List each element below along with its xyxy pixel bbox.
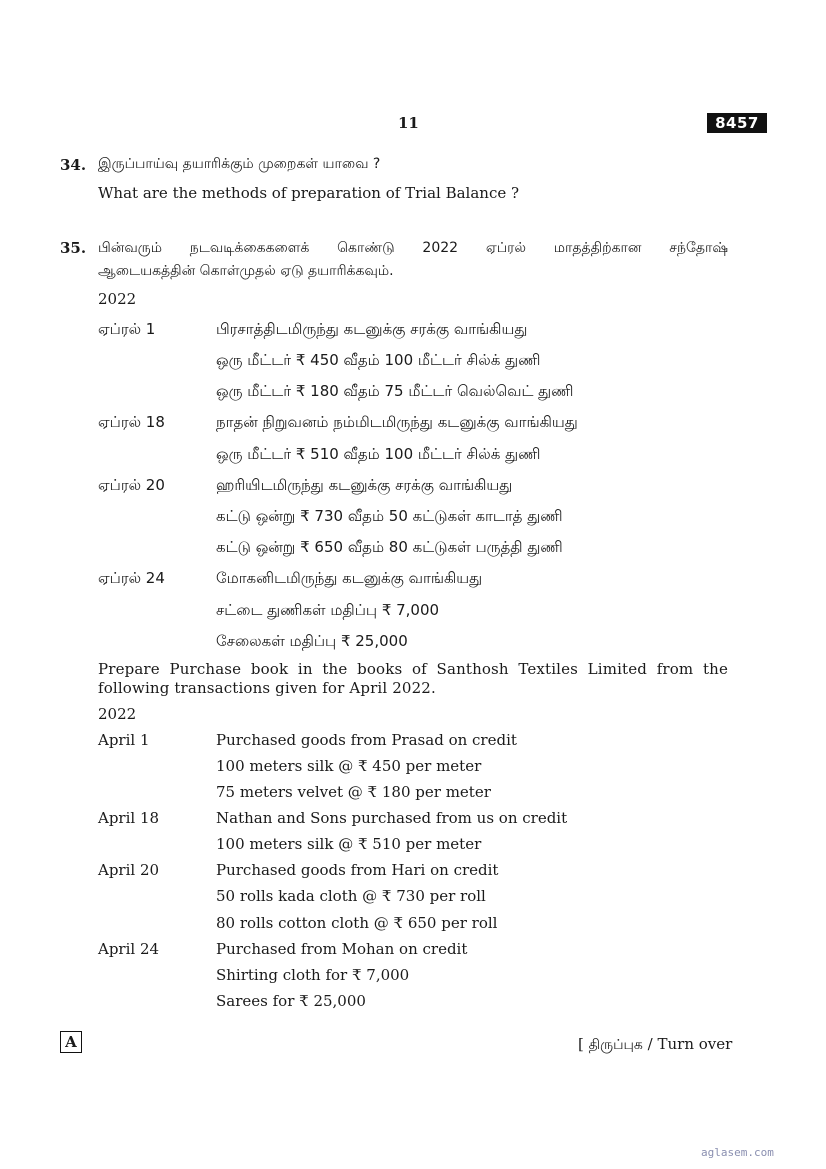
english-entry-line: 75 meters velvet @ ₹ 180 per meter: [216, 783, 491, 801]
tamil-entry-line: ஒரு மீட்டர் ₹ 450 வீதம் 100 மீட்டர் சில்க் துணி: [216, 351, 541, 369]
english-entry-line: Purchased from Mohan on credit: [216, 940, 468, 958]
tamil-entry-line: ஒரு மீட்டர் ₹ 180 வீதம் 75 மீட்டர் வெல்வெட் துணி: [216, 382, 574, 400]
page-number: 11: [398, 114, 419, 132]
tamil-year: 2022: [98, 290, 137, 308]
english-entry-line: Sarees for ₹ 25,000: [216, 992, 366, 1010]
tamil-entry-line: ஒரு மீட்டர் ₹ 510 வீதம் 100 மீட்டர் சில்க் துணி: [216, 445, 541, 463]
english-entry-line: Purchased goods from Prasad on credit: [216, 731, 517, 749]
turn-over-english: Turn over: [657, 1035, 733, 1053]
english-date: April 18: [98, 809, 160, 827]
question-35-english-intro: Prepare Purchase book in the books of Santhosh Textiles Limited from the following transactions given for April 2022.: [98, 660, 728, 697]
tamil-entry-line: பிரசாத்திடமிருந்து கடனுக்கு சரக்கு வாங்கியது: [216, 320, 528, 338]
tamil-entry-line: சட்டை துணிகள் மதிப்பு ₹ 7,000: [216, 601, 440, 619]
turn-over-tamil: திருப்புக: [588, 1037, 643, 1053]
english-entry-line: Purchased goods from Hari on credit: [216, 861, 499, 879]
tamil-date: ஏப்ரல் 18: [98, 413, 165, 431]
series-letter-box: A: [60, 1031, 82, 1053]
english-date: April 24: [98, 940, 160, 958]
english-entry-line: 50 rolls kada cloth @ ₹ 730 per roll: [216, 887, 486, 905]
tamil-date: ஏப்ரல் 20: [98, 476, 165, 494]
paper-code-badge: 8457: [707, 113, 767, 133]
tamil-date: ஏப்ரல் 24: [98, 569, 165, 587]
english-entry-line: Nathan and Sons purchased from us on credit: [216, 809, 568, 827]
question-35-tamil-intro-line2: ஆடையகத்தின் கொள்முதல் ஏடு தயாரிக்கவும்.: [98, 263, 394, 279]
watermark: aglasem.com: [701, 1146, 774, 1159]
tamil-entry-line: கட்டு ஒன்று ₹ 650 வீதம் 80 கட்டுகள் பருத்தி துணி: [216, 538, 563, 556]
english-entry-line: 100 meters silk @ ₹ 510 per meter: [216, 835, 482, 853]
tamil-entry-line: கட்டு ஒன்று ₹ 730 வீதம் 50 கட்டுகள் காடாத் துணி: [216, 507, 563, 525]
tamil-entry-line: சேலைகள் மதிப்பு ₹ 25,000: [216, 632, 408, 650]
english-entry-line: 80 rolls cotton cloth @ ₹ 650 per roll: [216, 914, 498, 932]
english-date: April 20: [98, 861, 160, 879]
turn-over-note: [578, 1035, 732, 1055]
question-34-number: 34.: [60, 156, 87, 174]
question-34-english: What are the methods of preparation of Trial Balance ?: [98, 184, 520, 202]
question-34-tamil: இருப்பாய்வு தயாரிக்கும் முறைகள் யாவை ?: [98, 156, 381, 172]
tamil-entry-line: ஹரியிடமிருந்து கடனுக்கு சரக்கு வாங்கியது: [216, 476, 513, 494]
english-entry-line: 100 meters silk @ ₹ 450 per meter: [216, 757, 482, 775]
english-entry-line: Shirting cloth for ₹ 7,000: [216, 966, 410, 984]
english-date: April 1: [98, 731, 150, 749]
question-35-number: 35.: [60, 239, 87, 257]
tamil-entry-line: நாதன் நிறுவனம் நம்மிடமிருந்து கடனுக்கு வாங்கியது: [216, 413, 578, 431]
tamil-entry-line: மோகனிடமிருந்து கடனுக்கு வாங்கியது: [216, 569, 483, 587]
turn-over-separator: /: [647, 1035, 653, 1053]
english-year: 2022: [98, 705, 137, 723]
turn-over-bracket: [: [578, 1035, 584, 1053]
tamil-date: ஏப்ரல் 1: [98, 320, 156, 338]
question-35-tamil-intro-line1: பின்வரும் நடவடிக்கைகளைக் கொண்டு 2022 ஏப்ரல் மாதத்திற்கான சந்தோஷ்: [98, 240, 728, 256]
